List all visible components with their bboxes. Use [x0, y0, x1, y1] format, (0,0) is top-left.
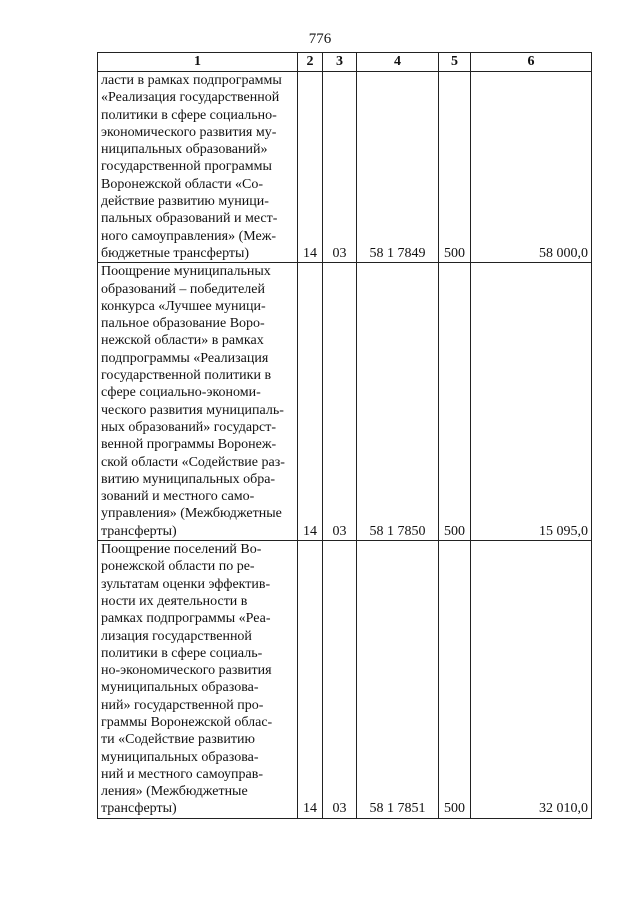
description-line: ти «Содействие развитию: [101, 732, 255, 748]
target-article-code: 58 1 7851: [357, 541, 439, 819]
description-line: витию муниципальных обра-: [101, 471, 276, 487]
description-line: лизация государственной: [101, 628, 252, 644]
table-body: [98, 72, 592, 819]
description-line: политики в сфере социально-: [101, 107, 277, 123]
amount: 58 000,0: [471, 72, 592, 263]
description-line: зультатам оценки эффектив-: [101, 576, 271, 592]
header-col-5: 5: [439, 53, 471, 72]
description-line: зований и местного само-: [101, 489, 255, 505]
subsection-code: 03: [323, 263, 357, 541]
description-line: но-экономического развития: [101, 663, 272, 679]
description-line: ниципальных образований»: [101, 142, 268, 158]
description-line: политики в сфере социаль-: [101, 645, 263, 661]
description-line: действие развитию муници-: [101, 194, 269, 210]
description-line: сфере социально-экономи-: [101, 385, 261, 401]
description-line: бюджетные трансферты): [101, 245, 250, 261]
description-line: муниципальных образова-: [101, 749, 259, 765]
header-col-6: 6: [471, 53, 592, 72]
description-line: ской области «Содействие раз-: [101, 454, 285, 470]
description-line: венной программы Воронеж-: [101, 437, 277, 453]
description-line: подпрограммы «Реализация: [101, 350, 269, 366]
target-article-code: 58 1 7850: [357, 263, 439, 541]
table-row: [98, 263, 592, 541]
header-col-1: 1: [98, 53, 298, 72]
row-description: [98, 263, 298, 541]
description-line: пальное образование Воро-: [101, 316, 265, 332]
description-line: конкурса «Лучшее муници-: [101, 298, 266, 314]
description-line: экономического развития му-: [101, 124, 277, 140]
row-description: [98, 541, 298, 819]
expense-type-code: 500: [439, 541, 471, 819]
target-article-code: 58 1 7849: [357, 72, 439, 263]
expense-type-code: 500: [439, 263, 471, 541]
section-code: 14: [298, 263, 323, 541]
subsection-code: 03: [323, 72, 357, 263]
description-line: ческого развития муниципаль-: [101, 402, 284, 418]
table-header-row: [98, 53, 592, 72]
description-line: трансферты): [101, 523, 177, 539]
description-line: муниципальных образова-: [101, 680, 259, 696]
description-line: пальных образований и мест-: [101, 211, 278, 227]
description-line: Поощрение муниципальных: [101, 264, 271, 280]
header-col-3: 3: [323, 53, 357, 72]
description-line: ных образований» государст-: [101, 419, 277, 435]
subsection-code: 03: [323, 541, 357, 819]
amount: 15 095,0: [471, 263, 592, 541]
description-line: ний и местного самоуправ-: [101, 766, 264, 782]
description-line: ласти в рамках подпрограммы: [101, 73, 282, 88]
description-line: рамках подпрограммы «Реа-: [101, 611, 271, 627]
description-line: «Реализация государственной: [101, 90, 280, 106]
section-code: 14: [298, 541, 323, 819]
description-line: ронежской области по ре-: [101, 559, 255, 575]
description-line: управления» (Межбюджетные: [101, 506, 282, 522]
section-code: 14: [298, 72, 323, 263]
row-description: [98, 72, 298, 263]
description-line: Поощрение поселений Во-: [101, 542, 262, 558]
header-col-4: 4: [357, 53, 439, 72]
budget-table: [97, 52, 592, 819]
description-line: ного самоуправления» (Меж-: [101, 228, 277, 244]
description-line: трансферты): [101, 801, 177, 817]
table-row: [98, 72, 592, 263]
description-line: Воронежской области «Со-: [101, 176, 264, 192]
description-line: граммы Воронежской облас-: [101, 714, 273, 730]
page-number: 776: [308, 31, 332, 47]
description-line: ний» государственной про-: [101, 697, 264, 713]
expense-type-code: 500: [439, 72, 471, 263]
description-line: образований – победителей: [101, 281, 266, 297]
description-line: государственной программы: [101, 159, 272, 175]
header-col-2: 2: [298, 53, 323, 72]
description-line: ности их деятельности в: [101, 593, 248, 609]
table-row: [98, 541, 592, 819]
description-line: государственной политики в: [101, 368, 272, 384]
amount: 32 010,0: [471, 541, 592, 819]
description-line: нежской области» в рамках: [101, 333, 264, 349]
description-line: ления» (Межбюджетные: [101, 784, 248, 800]
